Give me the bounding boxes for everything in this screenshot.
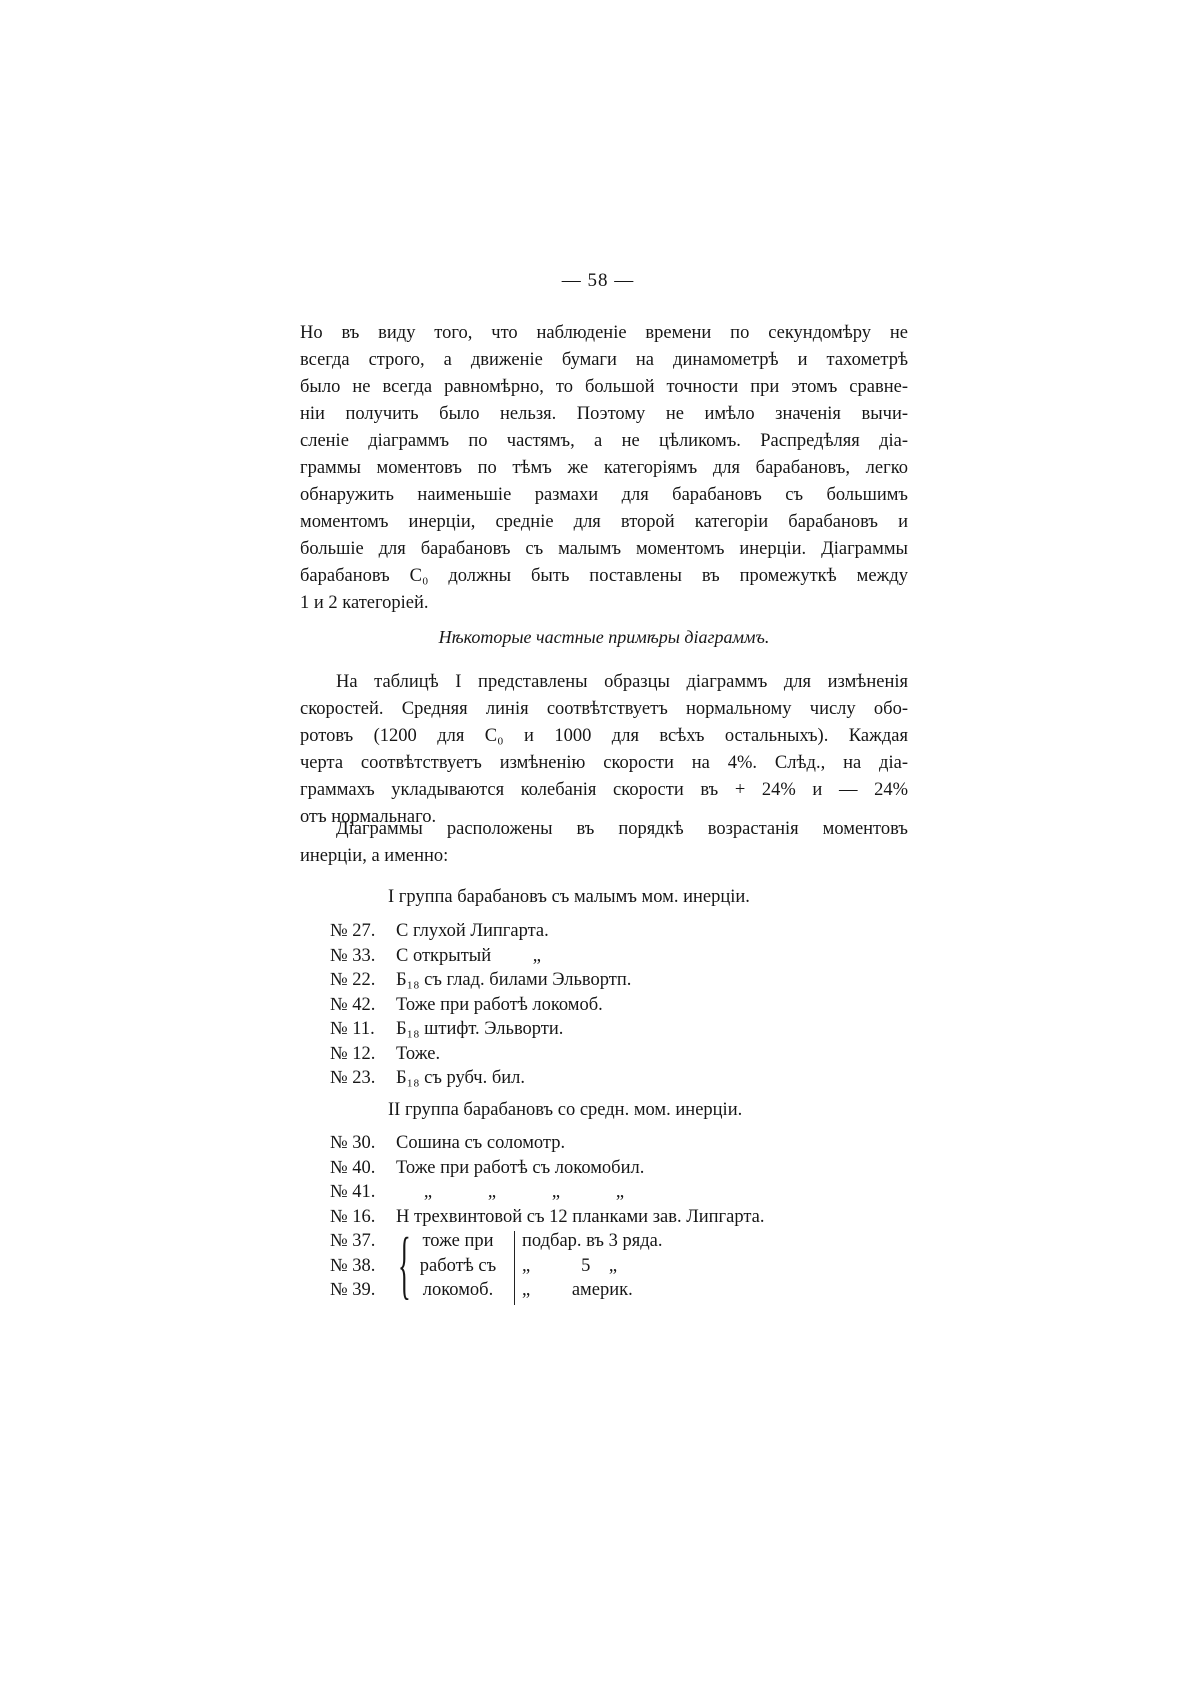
- text-line: сленіе діаграммъ по частямъ, а не цѣликомъ. Распредѣляя діа-: [300, 431, 908, 451]
- group-2-heading: II группа барабановъ со средн. мом. инерціи.: [388, 1100, 743, 1120]
- list-item: [330, 1017, 631, 1042]
- text-line: большіе для барабановъ съ малымъ моментомъ инерціи. Діаграммы: [300, 539, 908, 559]
- page-number: — 58 —: [561, 270, 635, 291]
- list-item: [330, 1131, 765, 1156]
- list-item: [330, 1156, 765, 1181]
- brace-text-line: тоже при: [422, 1231, 494, 1251]
- paragraph-3: [300, 816, 908, 870]
- list-item-ditto: [330, 1180, 765, 1205]
- text-line: Но въ виду того, что наблюденіе времени по секундомѣру не: [300, 323, 908, 343]
- item-text: Б₁₈ съ рубч. бил.: [396, 1068, 525, 1088]
- text-line: инерціи, а именно:: [300, 846, 449, 866]
- text-line: моментомъ инерціи, средніе для второй категоріи барабановъ и: [300, 512, 908, 532]
- text-line: всегда строго, а движеніе бумаги на динамометрѣ и тахометрѣ: [300, 350, 908, 370]
- brace-mark: {: [398, 1223, 411, 1307]
- ditto-mark: „: [423, 1182, 433, 1202]
- brace-text-line: подбар. въ 3 ряда.: [522, 1231, 663, 1251]
- item-number: № 22.: [330, 970, 376, 990]
- item-number: № 27.: [330, 921, 376, 941]
- item-text: Сошина съ соломотр.: [396, 1133, 566, 1153]
- group-2-list: [330, 1131, 765, 1229]
- list-item: [330, 1066, 631, 1091]
- brace-text-line: локомоб.: [422, 1280, 494, 1300]
- list-item: [330, 1205, 765, 1230]
- group-1-heading: I группа барабановъ съ малымъ мом. инерціи.: [388, 887, 750, 907]
- list-item: [330, 944, 631, 969]
- item-number: № 12.: [330, 1043, 376, 1064]
- brace-middle-text: [416, 1229, 500, 1303]
- text-line: Діаграммы расположены въ порядкѣ возрастанія моментовъ: [336, 819, 908, 839]
- item-number: № 23.: [330, 1068, 376, 1088]
- ditto-mark: „: [551, 1182, 561, 1202]
- text-line: черта соотвѣтствуетъ измѣненію скорости на 4%. Слѣд., на діа-: [300, 753, 908, 773]
- brace-text-line: работѣ съ: [419, 1255, 497, 1276]
- item-number: № 39.: [330, 1280, 376, 1300]
- text-line: граммахъ укладываются колебанія скорости въ + 24% и — 24%: [300, 780, 908, 800]
- text-line: отъ нормальнаго.: [300, 807, 437, 827]
- item-number: № 38.: [330, 1255, 376, 1276]
- item-text: Б₁₈ съ глад. билами Эльвортп.: [396, 970, 632, 990]
- list-item: [330, 1042, 631, 1067]
- list-item: [330, 993, 631, 1018]
- text-line: обнаружить наименьшіе размахи для барабановъ съ большимъ: [300, 485, 908, 505]
- list-item: [330, 919, 631, 944]
- vertical-divider: [514, 1231, 515, 1305]
- brace-text-line: „ 5 „: [522, 1255, 618, 1276]
- section-subheading: Нѣкоторые частные примѣры діаграммъ.: [438, 627, 770, 647]
- paragraph-1: [300, 320, 908, 617]
- item-number: № 16.: [330, 1206, 376, 1227]
- item-text: С открытый „: [396, 945, 541, 966]
- item-number: № 37.: [330, 1231, 376, 1251]
- item-text: Тоже при работѣ локомоб.: [396, 994, 603, 1015]
- ditto-mark: „: [615, 1182, 625, 1202]
- text-line: граммы моментовъ по тѣмъ же категоріямъ для барабановъ, легко: [300, 458, 908, 478]
- brace-text-line: „ америк.: [522, 1280, 633, 1300]
- item-number: № 41.: [330, 1182, 376, 1202]
- list-item: [330, 968, 631, 993]
- text-line: барабановъ C₀ должны быть поставлены въ промежуткѣ между: [300, 566, 908, 586]
- group-1-list: [330, 919, 631, 1091]
- item-number: № 42.: [330, 994, 376, 1015]
- item-text: Б₁₈ штифт. Эльворти.: [396, 1019, 564, 1039]
- item-number: № 40.: [330, 1157, 376, 1178]
- text-line: ніи получить было нельзя. Поэтому не имѣло значенія вычи-: [300, 404, 908, 424]
- text-line: На таблицѣ I представлены образцы діаграммъ для измѣненія: [336, 672, 908, 692]
- item-number: № 30.: [330, 1133, 376, 1153]
- item-text: С глухой Липгарта.: [396, 921, 549, 941]
- paragraph-2: [300, 669, 908, 831]
- item-text: Н трехвинтовой съ 12 планками зав. Липгарта.: [396, 1206, 765, 1227]
- ditto-mark: „: [487, 1182, 497, 1202]
- item-number: № 33.: [330, 945, 376, 966]
- text-line: 1 и 2 категоріей.: [300, 593, 429, 613]
- text-line: было не всегда равномѣрно, то большой точности при этомъ сравне-: [300, 377, 908, 397]
- text-line: скоростей. Средняя линія соотвѣтствуетъ нормальному числу обо-: [300, 699, 908, 719]
- item-number: № 11.: [330, 1019, 375, 1039]
- brace-right-text: [522, 1229, 712, 1303]
- item-text: Тоже при работѣ съ локомобил.: [396, 1157, 645, 1178]
- item-text: Тоже.: [396, 1043, 441, 1064]
- brace-numbers: [330, 1229, 375, 1303]
- text-line: ротовъ (1200 для C₀ и 1000 для всѣхъ остальныхъ). Каждая: [300, 726, 908, 746]
